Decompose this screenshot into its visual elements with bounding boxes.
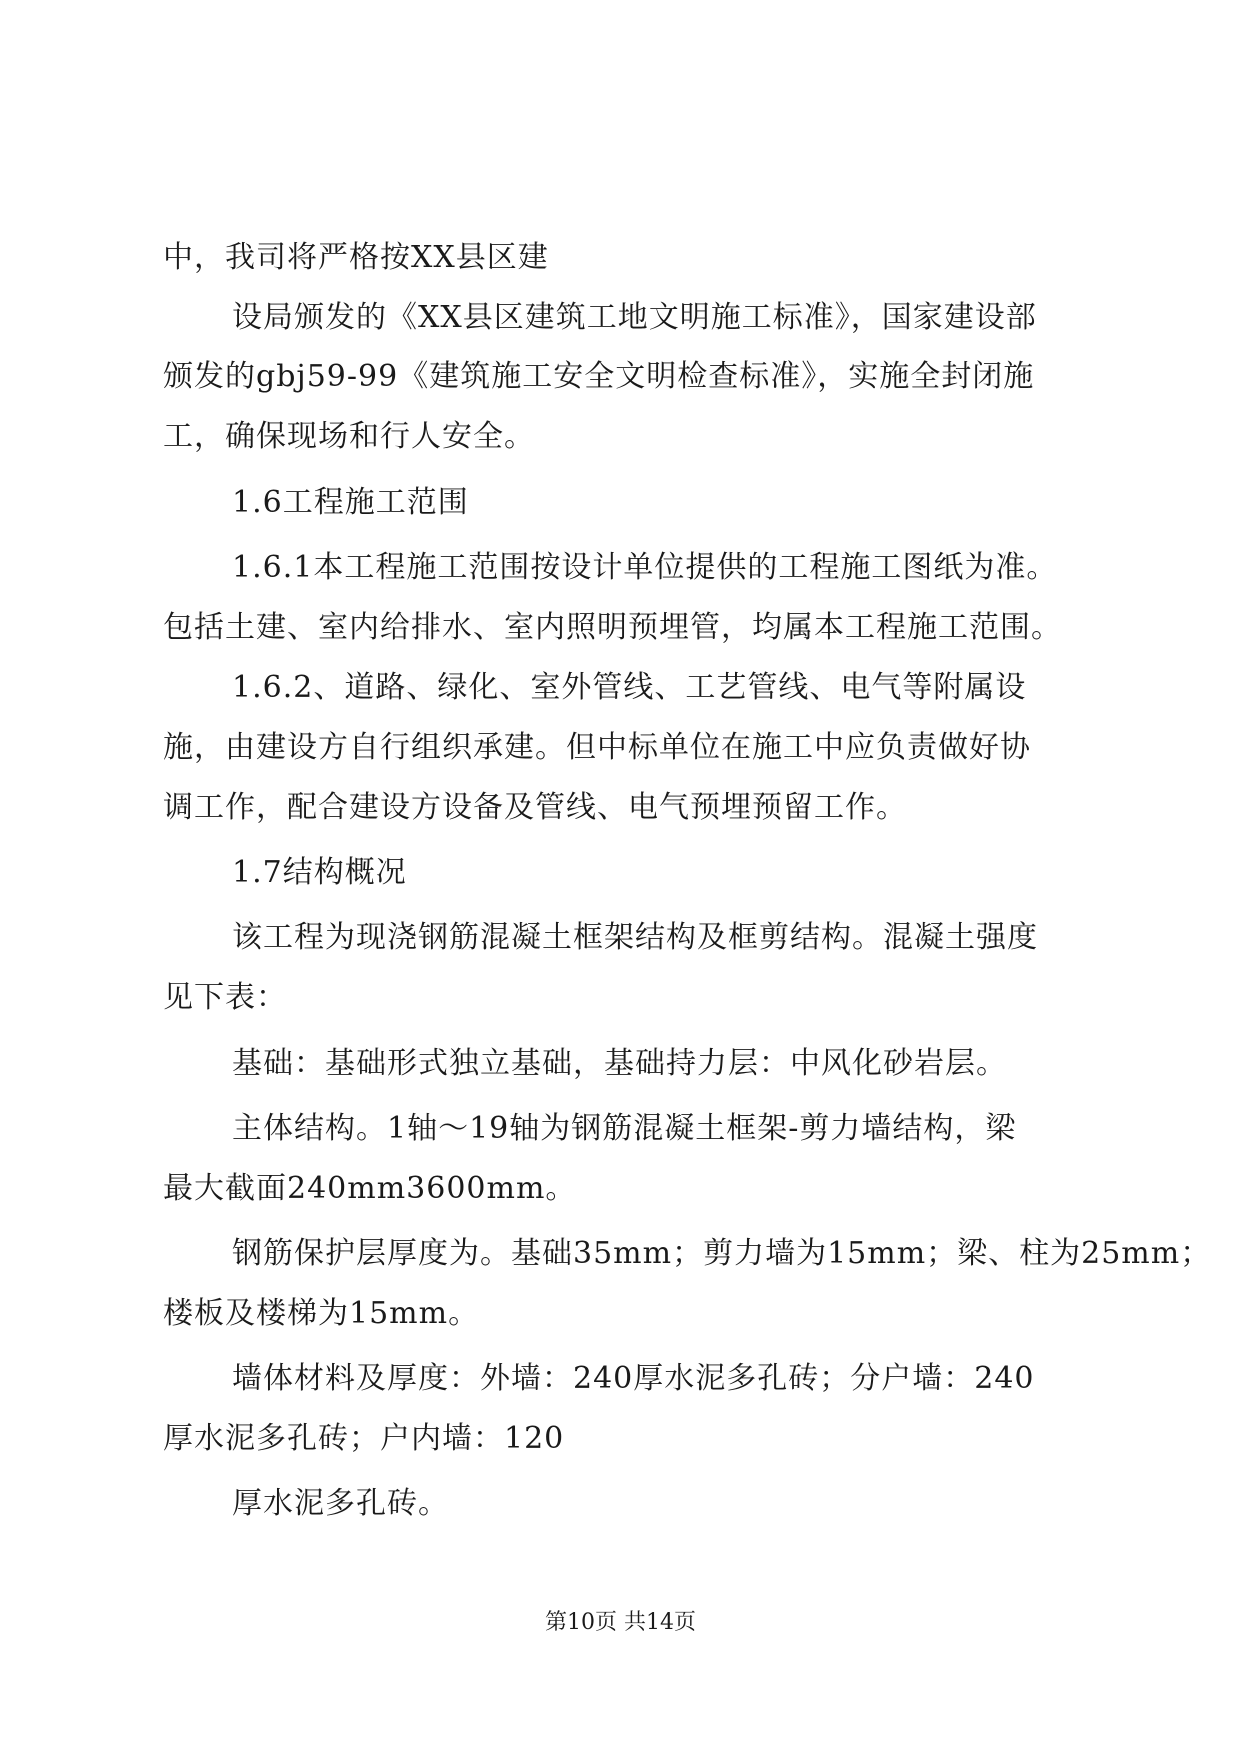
section-heading-1-6: 1.6工程施工范围: [232, 485, 469, 520]
text-line-2: 设局颁发的《XX县区建筑工地文明施工标准》，国家建设部: [232, 300, 1037, 335]
text-line-20: 厚水泥多孔砖；户内墙：120: [163, 1421, 565, 1456]
text-line-9: 施，由建设方自行组织承建。但中标单位在施工中应负责做好协: [163, 730, 1031, 765]
text-line-15: 主体结构。1轴～19轴为钢筋混凝土框架-剪力墙结构，梁: [232, 1111, 1017, 1146]
text-line-12: 该工程为现浇钢筋混凝土框架结构及框剪结构。混凝土强度: [232, 920, 1038, 955]
text-line-16: 最大截面240mm3600mm。: [163, 1171, 577, 1206]
text-line-6: 1.6.1本工程施工范围按设计单位提供的工程施工图纸为准。: [232, 550, 1058, 585]
text-line-13: 见下表：: [163, 980, 287, 1015]
text-line-17: 钢筋保护层厚度为。基础35mm；剪力墙为15mm；梁、柱为25mm；: [232, 1236, 1212, 1271]
page-number-footer: 第10页 共14页: [545, 1610, 696, 1635]
text-line-8: 1.6.2、道路、绿化、室外管线、工艺管线、电气等附属设: [232, 670, 1027, 705]
text-line-7: 包括土建、室内给排水、室内照明预埋管，均属本工程施工范围。: [163, 610, 1062, 645]
text-line-19: 墙体材料及厚度：外墙：240厚水泥多孔砖；分户墙：240: [232, 1361, 1035, 1396]
text-line-1: 中，我司将严格按XX县区建: [163, 240, 549, 275]
text-line-21: 厚水泥多孔砖。: [232, 1486, 449, 1521]
text-line-14: 基础：基础形式独立基础，基础持力层：中风化砂岩层。: [232, 1046, 1007, 1081]
text-line-10: 调工作，配合建设方设备及管线、电气预埋预留工作。: [163, 790, 907, 825]
text-line-3: 颁发的gbj59-99《建筑施工安全文明检查标准》，实施全封闭施: [163, 359, 1035, 394]
section-heading-1-7: 1.7结构概况: [232, 855, 407, 890]
text-line-4: 工，确保现场和行人安全。: [163, 419, 535, 454]
text-line-18: 楼板及楼梯为15mm。: [163, 1296, 480, 1331]
